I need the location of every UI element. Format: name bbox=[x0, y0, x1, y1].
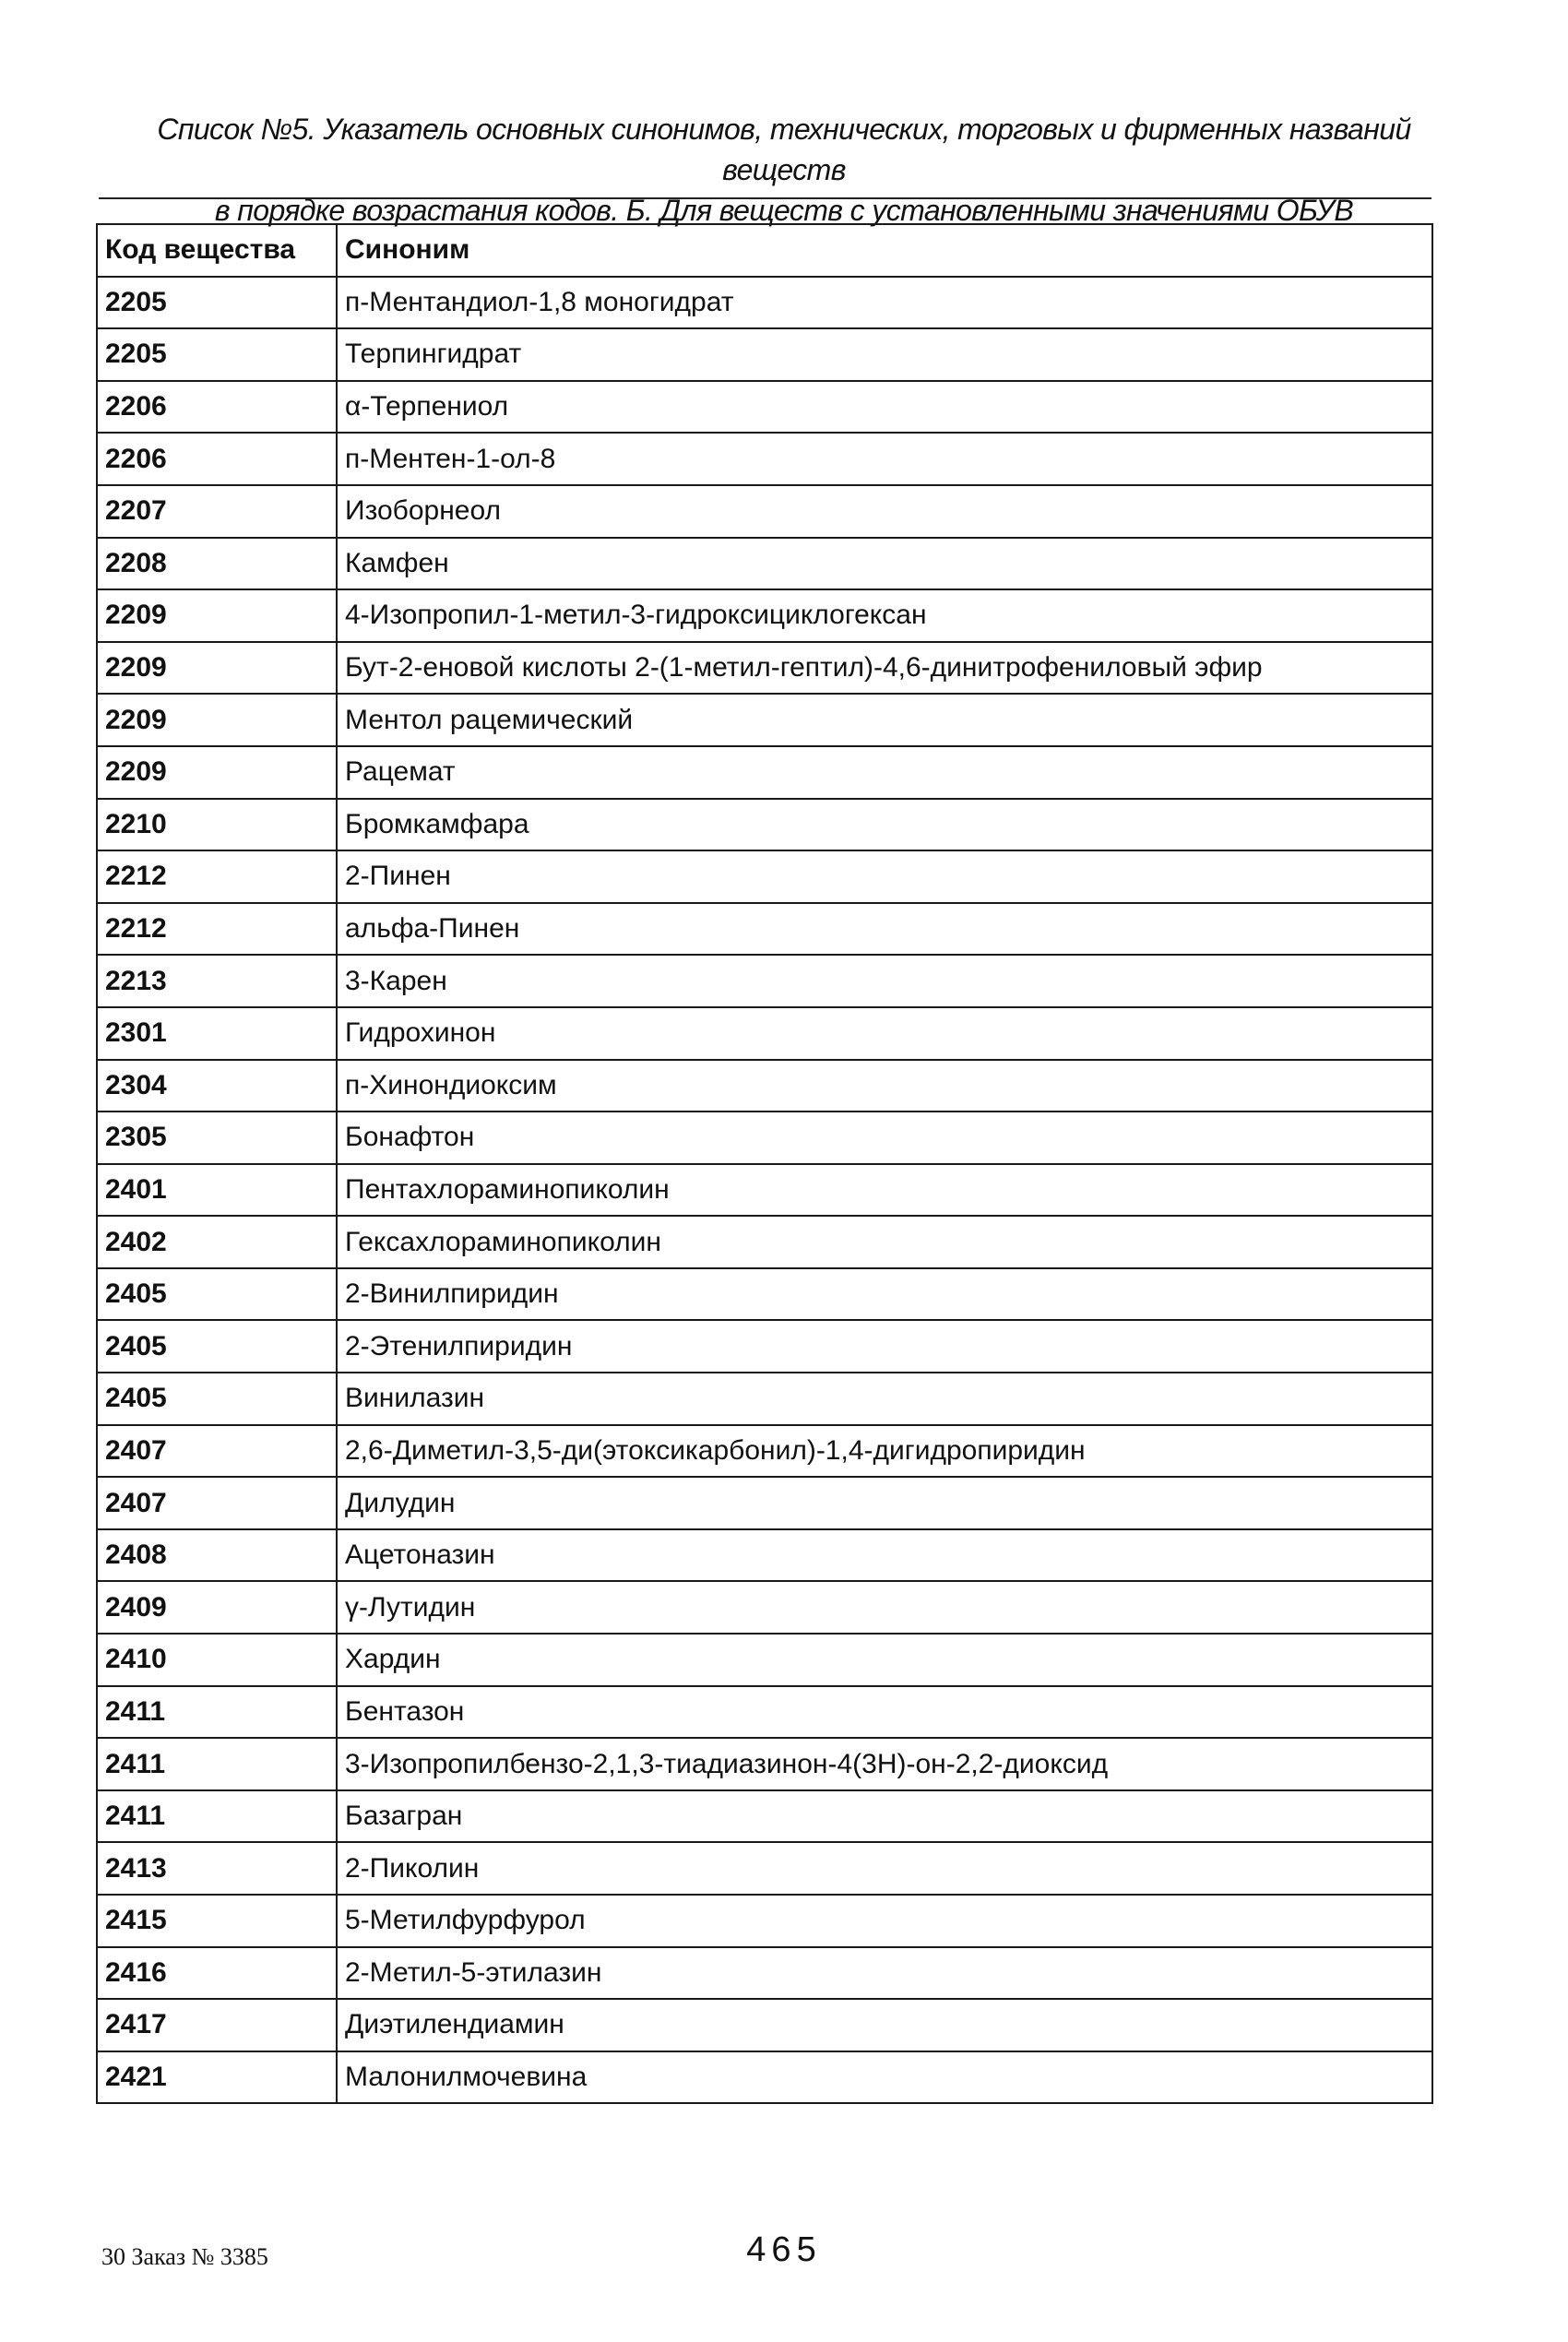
table-row bbox=[97, 1007, 1432, 1060]
table-row bbox=[97, 642, 1432, 695]
title-divider bbox=[99, 197, 1431, 199]
substance-code-cell: 2212 bbox=[97, 903, 337, 956]
synonym-cell: 2-Метил-5-этилазин bbox=[337, 1947, 1432, 2000]
synonym-cell: Гексахлораминопиколин bbox=[337, 1216, 1432, 1268]
table-row bbox=[97, 1790, 1432, 1843]
synonym-cell: Базагран bbox=[337, 1790, 1432, 1843]
substance-code-cell: 2402 bbox=[97, 1216, 337, 1268]
substance-code-cell: 2410 bbox=[97, 1634, 337, 1686]
synonym-cell: Ментол рацемический bbox=[337, 694, 1432, 746]
substance-code-cell: 2405 bbox=[97, 1373, 337, 1425]
substance-code-cell: 2415 bbox=[97, 1895, 337, 1947]
substance-code-cell: 2416 bbox=[97, 1947, 337, 2000]
synonym-cell: 3-Карен bbox=[337, 955, 1432, 1007]
synonym-cell: Пентахлораминопиколин bbox=[337, 1164, 1432, 1217]
table-row bbox=[97, 955, 1432, 1007]
page-title bbox=[92, 109, 1476, 231]
substance-code-cell: 2407 bbox=[97, 1477, 337, 1529]
table-header-row bbox=[97, 224, 1432, 277]
synonym-cell: п-Хинондиоксим bbox=[337, 1060, 1432, 1112]
table-row bbox=[97, 850, 1432, 903]
page-number: 465 bbox=[746, 2230, 822, 2269]
substance-code-cell: 2209 bbox=[97, 642, 337, 695]
synonym-cell: Хардин bbox=[337, 1634, 1432, 1686]
substance-code-cell: 2209 bbox=[97, 746, 337, 799]
synonym-cell: 2-Пиколин bbox=[337, 1842, 1432, 1895]
synonyms-table bbox=[96, 223, 1433, 2104]
column-header-code: Код вещества bbox=[97, 224, 337, 277]
table-row bbox=[97, 1216, 1432, 1268]
synonym-cell: Винилазин bbox=[337, 1373, 1432, 1425]
substance-code-cell: 2205 bbox=[97, 277, 337, 329]
table-row bbox=[97, 1373, 1432, 1425]
synonym-cell: Рацемат bbox=[337, 746, 1432, 799]
table-row bbox=[97, 1686, 1432, 1739]
substance-code-cell: 2208 bbox=[97, 538, 337, 590]
table-row bbox=[97, 538, 1432, 590]
column-header-synonym: Синоним bbox=[337, 224, 1432, 277]
synonym-cell: Ацетоназин bbox=[337, 1529, 1432, 1582]
synonym-cell: Дилудин bbox=[337, 1477, 1432, 1529]
table-row bbox=[97, 1164, 1432, 1217]
synonym-cell: Бонафтон bbox=[337, 1112, 1432, 1164]
table-row bbox=[97, 1112, 1432, 1164]
table-row bbox=[97, 1581, 1432, 1634]
synonym-cell: Бромкамфара bbox=[337, 799, 1432, 851]
table-row bbox=[97, 1529, 1432, 1582]
synonym-cell: α-Терпениол bbox=[337, 381, 1432, 434]
title-line-2: в порядке возрастания кодов. Б. Для веществ с установленными значениями ОБУВ bbox=[214, 194, 1354, 227]
table-row bbox=[97, 381, 1432, 434]
synonym-cell: 2-Винилпиридин bbox=[337, 1268, 1432, 1321]
synonym-cell: Терпингидрат bbox=[337, 328, 1432, 381]
substance-code-cell: 2407 bbox=[97, 1425, 337, 1478]
synonym-cell: γ-Лутидин bbox=[337, 1581, 1432, 1634]
table-row bbox=[97, 1268, 1432, 1321]
table-row bbox=[97, 589, 1432, 642]
synonym-cell: п-Ментандиол-1,8 моногидрат bbox=[337, 277, 1432, 329]
table-row bbox=[97, 485, 1432, 538]
synonym-cell: Диэтилендиамин bbox=[337, 1999, 1432, 2051]
synonym-cell: п-Ментен-1-ол-8 bbox=[337, 433, 1432, 485]
table-row bbox=[97, 1738, 1432, 1790]
substance-code-cell: 2213 bbox=[97, 955, 337, 1007]
synonym-cell: 2,6-Диметил-3,5-ди(этоксикарбонил)-1,4-дигидропиридин bbox=[337, 1425, 1432, 1478]
synonym-cell: 4-Изопропил-1-метил-3-гидроксициклогексан bbox=[337, 589, 1432, 642]
substance-code-cell: 2210 bbox=[97, 799, 337, 851]
table-row bbox=[97, 1842, 1432, 1895]
substance-code-cell: 2209 bbox=[97, 589, 337, 642]
substance-code-cell: 2417 bbox=[97, 1999, 337, 2051]
substance-code-cell: 2413 bbox=[97, 1842, 337, 1895]
synonym-cell: альфа-Пинен bbox=[337, 903, 1432, 956]
table-row bbox=[97, 433, 1432, 485]
table-row bbox=[97, 277, 1432, 329]
substance-code-cell: 2411 bbox=[97, 1738, 337, 1790]
substance-code-cell: 2408 bbox=[97, 1529, 337, 1582]
synonym-cell: 2-Пинен bbox=[337, 850, 1432, 903]
synonym-cell: Малонилмочевина bbox=[337, 2051, 1432, 2104]
substance-code-cell: 2305 bbox=[97, 1112, 337, 1164]
substance-code-cell: 2304 bbox=[97, 1060, 337, 1112]
synonym-cell: 3-Изопропилбензо-2,1,3-тиадиазинон-4(3Н)-он-2,2-диоксид bbox=[337, 1738, 1432, 1790]
table-row bbox=[97, 1060, 1432, 1112]
synonym-cell: Гидрохинон bbox=[337, 1007, 1432, 1060]
substance-code-cell: 2401 bbox=[97, 1164, 337, 1217]
table-row bbox=[97, 2051, 1432, 2104]
table-row bbox=[97, 1425, 1432, 1478]
substance-code-cell: 2409 bbox=[97, 1581, 337, 1634]
substance-code-cell: 2421 bbox=[97, 2051, 337, 2104]
substance-code-cell: 2206 bbox=[97, 433, 337, 485]
synonym-cell: Бентазон bbox=[337, 1686, 1432, 1739]
table-row bbox=[97, 1634, 1432, 1686]
synonym-cell: Бут-2-еновой кислоты 2-(1-метил-гептил)-4,6-динитрофениловый эфир bbox=[337, 642, 1432, 695]
substance-code-cell: 2212 bbox=[97, 850, 337, 903]
substance-code-cell: 2411 bbox=[97, 1686, 337, 1739]
substance-code-cell: 2207 bbox=[97, 485, 337, 538]
table-row bbox=[97, 1320, 1432, 1373]
table-row bbox=[97, 694, 1432, 746]
table-body bbox=[97, 277, 1432, 2104]
substance-code-cell: 2405 bbox=[97, 1320, 337, 1373]
synonym-cell: 2-Этенилпиридин bbox=[337, 1320, 1432, 1373]
footer-order-number: 30 Заказ № 3385 bbox=[101, 2243, 268, 2270]
substance-code-cell: 2205 bbox=[97, 328, 337, 381]
synonym-cell: Камфен bbox=[337, 538, 1432, 590]
table-row bbox=[97, 746, 1432, 799]
table-row bbox=[97, 1895, 1432, 1947]
table-row bbox=[97, 1947, 1432, 2000]
substance-code-cell: 2405 bbox=[97, 1268, 337, 1321]
substance-code-cell: 2411 bbox=[97, 1790, 337, 1843]
substance-code-cell: 2206 bbox=[97, 381, 337, 434]
substance-code-cell: 2209 bbox=[97, 694, 337, 746]
table-row bbox=[97, 1477, 1432, 1529]
synonym-cell: 5-Метилфурфурол bbox=[337, 1895, 1432, 1947]
substance-code-cell: 2301 bbox=[97, 1007, 337, 1060]
table-row bbox=[97, 1999, 1432, 2051]
table-row bbox=[97, 328, 1432, 381]
synonym-cell: Изоборнеол bbox=[337, 485, 1432, 538]
table-row bbox=[97, 903, 1432, 956]
title-line-1: Список №5. Указатель основных синонимов, технических, торговых и фирменных названий веществ bbox=[157, 113, 1411, 186]
table-row bbox=[97, 799, 1432, 851]
